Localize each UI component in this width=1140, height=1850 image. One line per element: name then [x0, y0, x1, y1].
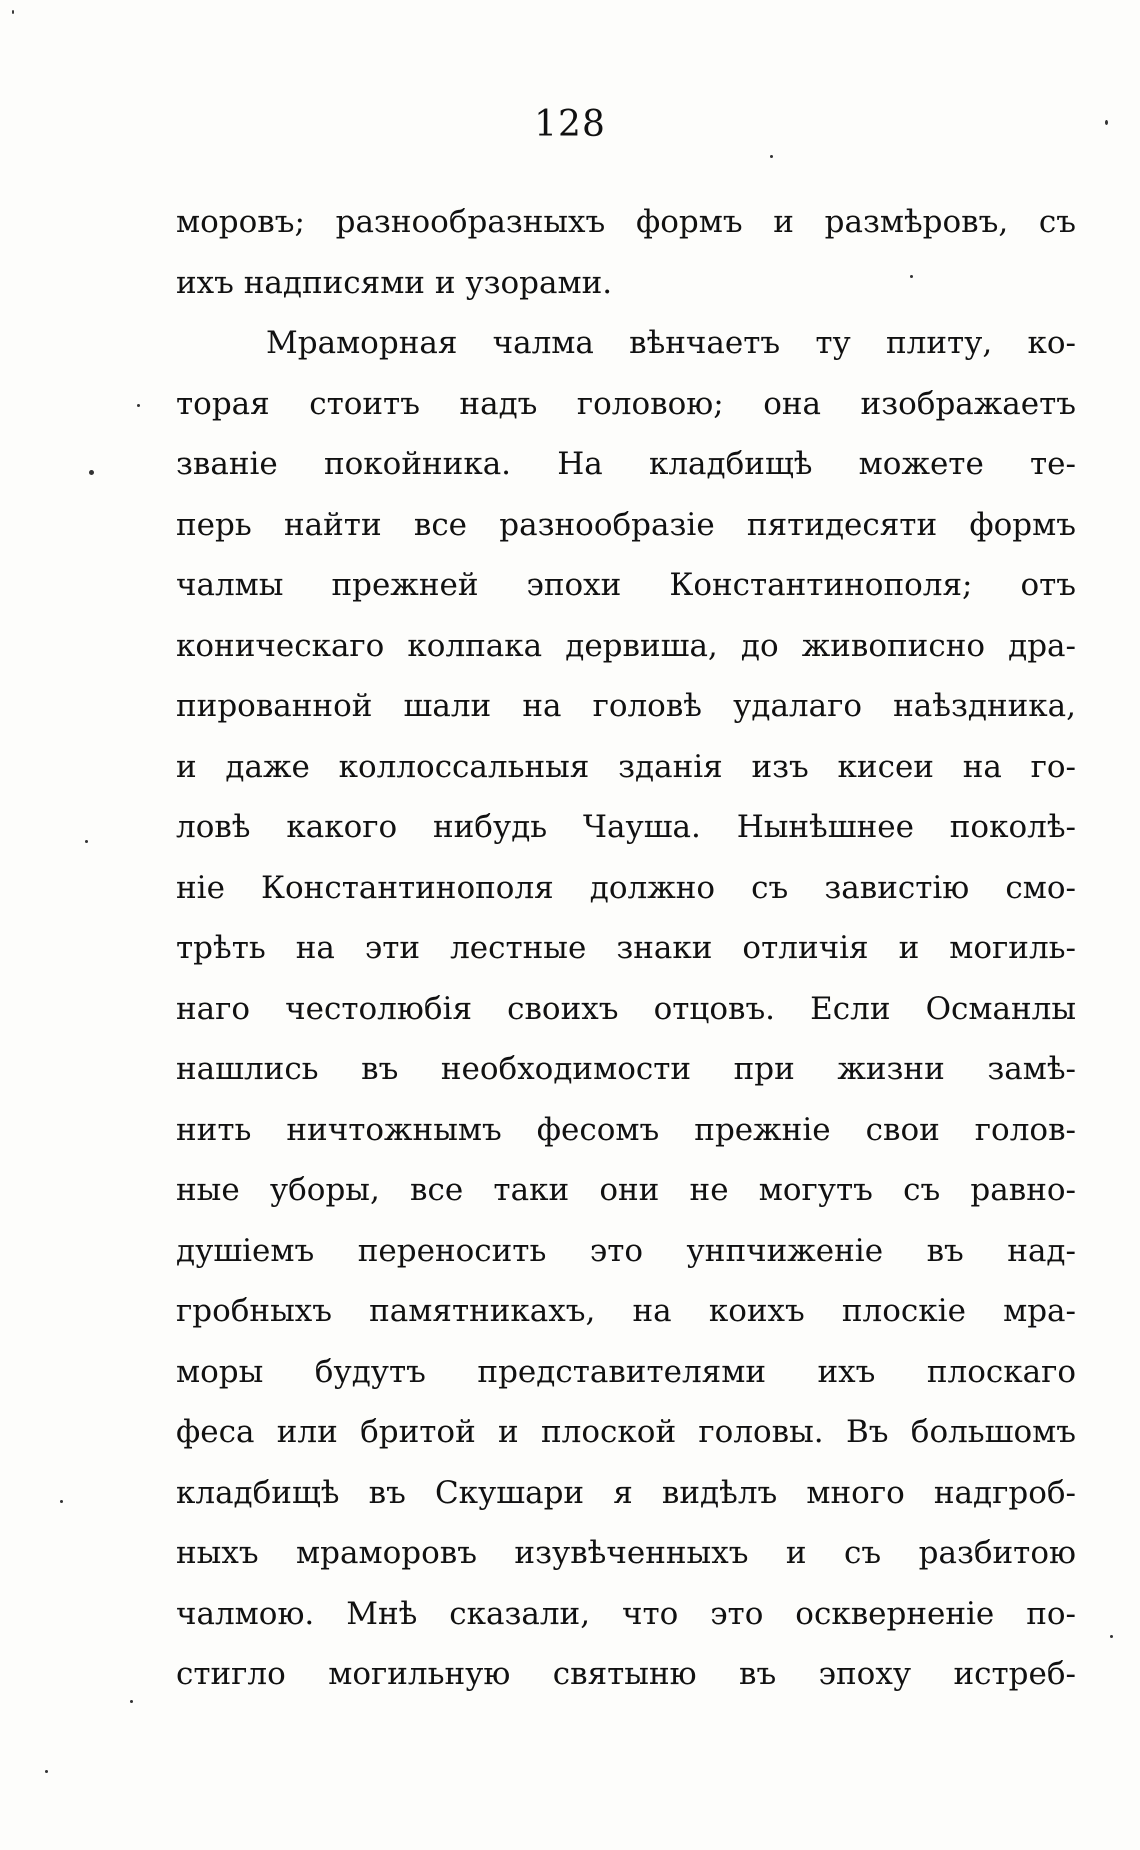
scan-speck — [85, 840, 88, 843]
text-line: нашлись въ необходимости при жизни замѣ- — [176, 1051, 1076, 1087]
text-line: ныхъ мраморовъ изувѣченныхъ и съ разбитою — [176, 1535, 1076, 1571]
text-line: моры будутъ представителями ихъ плоскаго — [176, 1353, 1076, 1390]
text-line: торая стоитъ надъ головою; она изображаетъ — [176, 385, 1076, 422]
text-line: пированной шали на головѣ удалаго наѣздника, — [176, 688, 1076, 724]
scan-speck — [130, 1700, 133, 1703]
text-line: трѣть на эти лестные знаки отличія и могиль- — [176, 930, 1076, 966]
text-line: чалмы прежней эпохи Константинополя; отъ — [176, 567, 1076, 603]
scan-speck — [770, 155, 773, 158]
text-line: феса или бритой и плоской головы. Въ большомъ — [176, 1414, 1076, 1450]
text-line: ихъ надписями и узорами. — [176, 264, 613, 301]
text-line: званіе покойника. На кладбищѣ можете те- — [176, 446, 1076, 482]
body-text — [176, 192, 1076, 1705]
scan-speck — [1105, 120, 1108, 125]
text-line: кладбищѣ въ Скушари я видѣлъ много надгроб- — [176, 1474, 1076, 1511]
scan-speck — [12, 10, 14, 14]
text-line: и даже коллоссальныя зданія изъ кисеи на го- — [176, 748, 1076, 785]
scan-speck — [137, 404, 140, 407]
text-line: гробныхъ памятникахъ, на коихъ плоскіе мра- — [176, 1293, 1076, 1329]
text-line: наго честолюбія своихъ отцовъ. Если Османлы — [176, 990, 1076, 1027]
scan-speck — [45, 1770, 48, 1773]
scan-speck — [1110, 1635, 1113, 1638]
text-line: душіемъ переносить это унпчиженіе въ над- — [176, 1232, 1076, 1269]
text-line: ловѣ какого нибудь Чауша. Нынѣшнее поколѣ- — [176, 809, 1076, 845]
text-line: коническаго колпака дервиша, до живописно дра- — [176, 627, 1076, 664]
text-line: перь найти все разнообразіе пятидесяти формъ — [176, 506, 1076, 543]
scan-speck — [60, 1500, 63, 1503]
text-line: ные уборы, все таки они не могутъ съ равно- — [176, 1172, 1076, 1208]
text-line: моровъ; разнообразныхъ формъ и размѣровъ, съ — [176, 204, 1076, 240]
text-line: Мраморная чалма вѣнчаетъ ту плиту, ко- — [266, 325, 1076, 361]
text-line: ніе Константинополя должно съ завистію смо- — [176, 869, 1076, 906]
text-line: стигло могильную святыню въ эпоху истреб- — [176, 1656, 1076, 1692]
scan-speck — [910, 275, 913, 278]
scan-speck — [89, 470, 94, 475]
text-line: чалмою. Мнѣ сказали, что это оскверненіе по- — [176, 1595, 1076, 1632]
page-number: 128 — [534, 104, 606, 145]
text-line: нить ничтожнымъ фесомъ прежніе свои голов- — [176, 1111, 1076, 1148]
